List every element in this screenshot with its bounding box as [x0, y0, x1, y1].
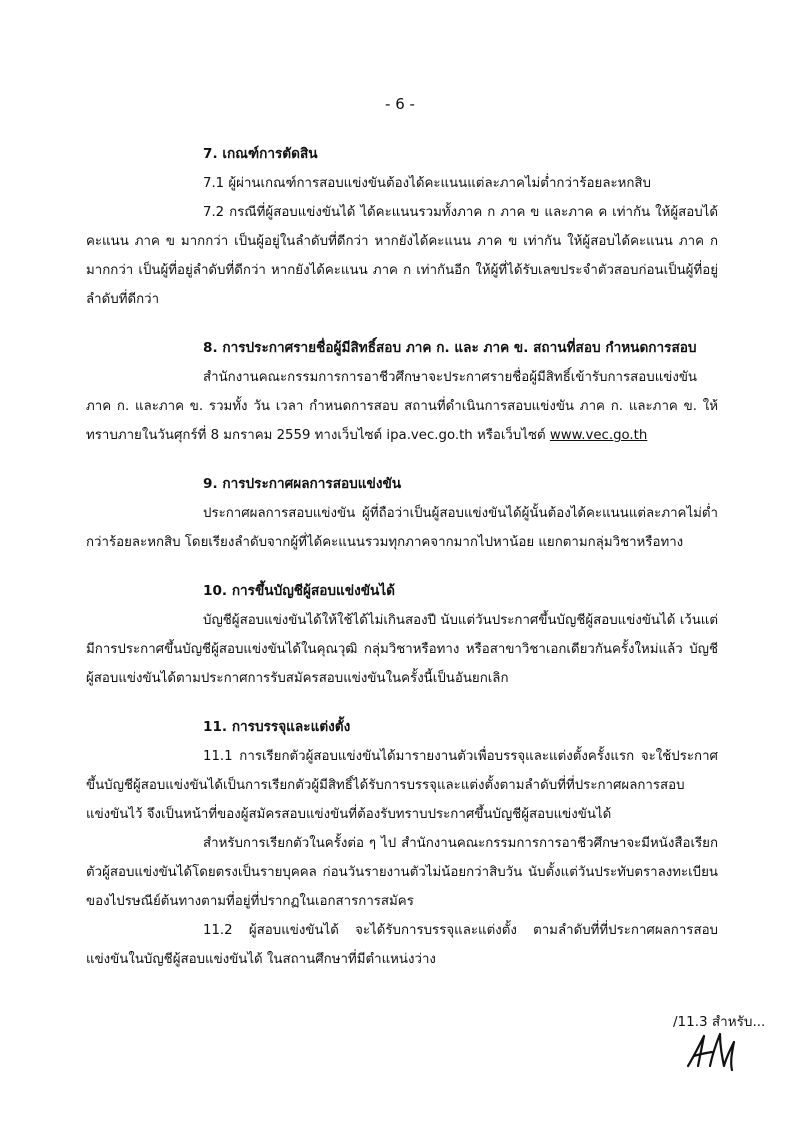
paragraph: 7.1 ผู้ผ่านเกณฑ์การสอบแข่งขันต้องได้คะแนนแต่ละภาคไม่ต่ำกว่าร้อยละหกสิบ — [203, 176, 651, 191]
section-7 — [86, 140, 718, 314]
paragraph: 7.2 กรณีที่ผู้สอบแข่งขันได้ ได้คะแนนรวมทั้งภาค ก ภาค ข และภาค ค เท่ากัน ให้ผู้สอบได้คะแนน ภาค ข มากกว่า เป็นผู้อยู่ในลำดับที่ดีกว่า หากยังได้คะแนน ภาค ข เท่ากัน ให้ผู้สอบได้คะแนน ภาค ก มากกว่า เป็นผู้ที่อยู่ลำดับที่ดีกว่า หากยังได้คะแนน ภาค ก เท่ากันอีก ให้ผู้ที่ได้รับเลขประจำตัวสอบก่อนเป็นผู้ที่อยู่ลำดับที่ดีกว่า — [86, 205, 718, 307]
section-heading: 11. การบรรจุและแต่งตั้ง — [203, 719, 351, 735]
continuation-note: /11.3 สำหรับ... — [673, 1014, 766, 1030]
section-heading: 7. เกณฑ์การตัดสิน — [203, 146, 318, 162]
paragraph-text: สำนักงานคณะกรรมการการอาชีวศึกษาจะประกาศรายชื่อผู้มีสิทธิ์เข้ารับการสอบแข่งขัน ภาค ก. และภาค ข. รวมทั้ง วัน เวลา กำหนดการสอบ สถานที่ดำเนินการสอบแข่งขัน ภาค ก. และภาค ข. ให้ทราบภายในวันศุกร์ที่ 8 มกราคม 2559 ทางเว็บไซต์ ipa.vec.go.th หรือเว็บไซต์ — [86, 370, 718, 443]
page-number: - 6 - — [385, 95, 415, 113]
section-10 — [86, 577, 718, 693]
paragraph: 11.1 การเรียกตัวผู้สอบแข่งขันได้มารายงานตัวเพื่อบรรจุและแต่งตั้งครั้งแรก จะใช้ประกาศขึ้นบัญชีผู้สอบแข่งขันได้เป็นการเรียกตัวผู้มีสิทธิ์ได้รับการบรรจุและแต่งตั้งตามลำดับที่ที่ประกาศผลการสอบแข่งขันไว้ จึงเป็นหน้าที่ของผู้สมัครสอบแข่งขันที่ต้องรับทราบประกาศขึ้นบัญชีผู้สอบแข่งขันได้ — [86, 749, 718, 822]
paragraph: 11.2 ผู้สอบแข่งขันได้ จะได้รับการบรรจุและแต่งตั้ง ตามลำดับที่ที่ประกาศผลการสอบแข่งขันในบัญชีผู้สอบแข่งขันได้ ในสถานศึกษาที่มีตำแหน่งว่าง — [86, 923, 718, 967]
paragraph — [86, 363, 718, 450]
document-body — [86, 140, 718, 974]
paragraph: บัญชีผู้สอบแข่งขันได้ให้ใช้ได้ไม่เกินสองปี นับแต่วันประกาศขึ้นบัญชีผู้สอบแข่งขันได้ เว้นแต่มีการประกาศขึ้นบัญชีผู้สอบแข่งขันได้ในคุณวุฒิ กลุ่มวิชาหรือทาง หรือสาขาวิชาเอกเดียวกันครั้งใหม่แล้ว บัญชีผู้สอบแข่งขันได้ตามประกาศการรับสมัครสอบแข่งขันในครั้งนี้เป็นอันยกเลิก — [86, 613, 718, 686]
section-11 — [86, 713, 718, 974]
paragraph: สำหรับการเรียกตัวในครั้งต่อ ๆ ไป สำนักงานคณะกรรมการการอาชีวศึกษาจะมีหนังสือเรียกตัวผู้สอบแข่งขันได้โดยตรงเป็นรายบุคคล ก่อนวันรายงานตัวไม่น้อยกว่าสิบวัน นับตั้งแต่วันประทับตราลงทะเบียนของไปรษณีย์ต้นทางตามที่อยู่ที่ปรากฏในเอกสารการสมัคร — [86, 836, 718, 909]
section-heading: 8. การประกาศรายชื่อผู้มีสิทธิ์สอบ ภาค ก. และ ภาค ข. สถานที่สอบ กำหนดการสอบ — [203, 340, 697, 356]
paragraph: ประกาศผลการสอบแข่งขัน ผู้ที่ถือว่าเป็นผู้สอบแข่งขันได้ผู้นั้นต้องได้คะแนนแต่ละภาคไม่ต่ำกว่าร้อยละหกสิบ โดยเรียงลำดับจากผู้ที่ได้คะแนนรวมทุกภาคจากมากไปหาน้อย แยกตามกลุ่มวิชาหรือทาง — [86, 506, 718, 550]
website-link[interactable]: www.vec.go.th — [549, 428, 648, 443]
section-heading: 9. การประกาศผลการสอบแข่งขัน — [203, 476, 402, 492]
signature-icon — [680, 1026, 740, 1074]
section-heading: 10. การขึ้นบัญชีผู้สอบแข่งขันได้ — [203, 583, 395, 599]
section-8 — [86, 334, 718, 450]
section-9 — [86, 470, 718, 557]
